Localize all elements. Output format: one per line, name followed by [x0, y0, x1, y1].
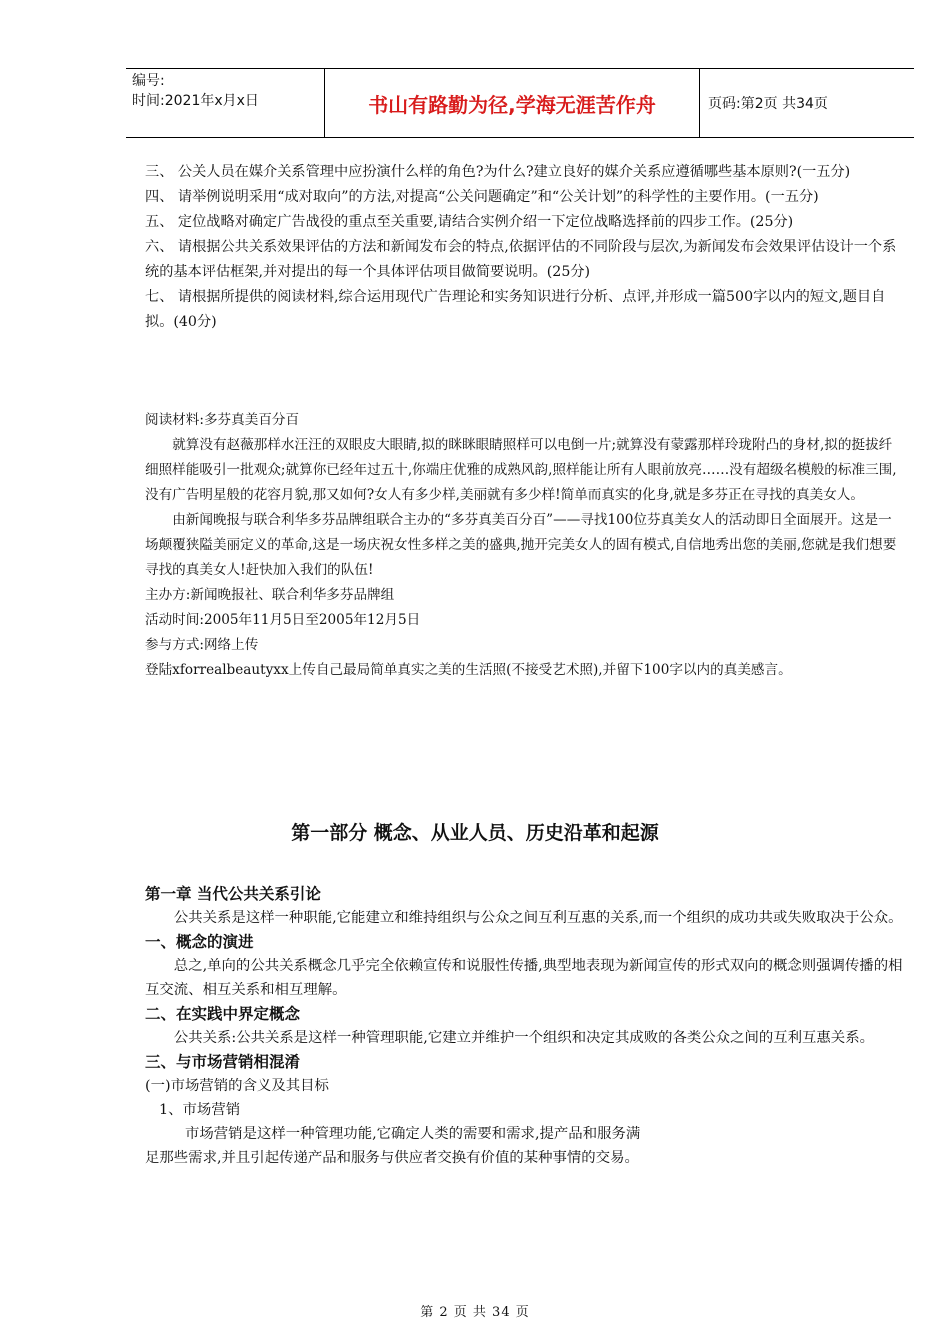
reading-organizer: 主办方:新闻晚报社、联合利华多芬品牌组 [145, 587, 395, 603]
section-3-text-line-1: 市场营销是这样一种管理功能,它确定人类的需要和需求,提产品和服务满 [185, 1126, 641, 1142]
section-3-subtitle: (一)市场营销的含义及其目标 [145, 1078, 329, 1094]
question-list [145, 160, 905, 335]
reading-method: 参与方式:网络上传 [145, 637, 259, 653]
section-1-text: 总之,单向的公共关系概念几乎完全依赖宣传和说服性传播,典型地表现为新闻宣传的形式双向的概念则强调传播的相互交流、相互关系和相互理解。 [145, 958, 903, 998]
reading-login: 登陆xforrealbeautyxx上传自己最局简单真实之美的生活照(不接受艺术照),并留下100字以内的真美感言。 [145, 662, 792, 678]
reading-material [145, 408, 905, 683]
chapter-intro: 公共关系是这样一种职能,它能建立和维持组织与公众之间互利互惠的关系,而一个组织的成功共或失败取决于公众。 [173, 910, 903, 926]
reading-paragraph-2: 由新闻晚报与联合利华多芬品牌组联合主办的“多芬真美百分百”——寻找100位芬真美女人的活动即日全面展开。这是一场颠覆狭隘美丽定义的革命,这是一场庆祝女性多样之美的盛典,抛开完美女人的固有模式,自信地秀出您的美丽,您就是我们想要寻找的真美女人!赶快加入我们的队伍! [145, 512, 897, 578]
question-3: 三、 公关人员在媒介关系管理中应扮演什么样的角色?为什么?建立良好的媒介关系应遵循哪些基本原则?(一五分) [145, 164, 851, 180]
header-page-label: 页码:第2页 共34页 [708, 96, 828, 112]
chapter-section [145, 882, 905, 1170]
question-6: 六、 请根据公共关系效果评估的方法和新闻发布会的特点,依据评估的不同阶段与层次,为新闻发布会效果评估设计一个系统的基本评估框架,并对提出的每一个具体评估项目做简要说明。(25分) [145, 239, 897, 280]
reading-time: 活动时间:2005年11月5日至2005年12月5日 [145, 612, 421, 628]
reading-paragraph-1: 就算没有赵薇那样水汪汪的双眼皮大眼睛,拟的眯眯眼睛照样可以电倒一片;就算没有蒙露那样玲珑附凸的身材,拟的挺拔纤细照样能吸引一批观众;就算你已经年过五十,你端庄优雅的成熟风韵,照样能让所有人眼前放亮……没有超级名模般的标准三围,没有广告明星般的花容月貌,那又如何?女人有多少样,美丽就有多少样!简单而真实的化身,就是多芬正在寻找的真美女人。 [145, 437, 897, 503]
section-3-title: 三、与市场营销相混淆 [145, 1052, 301, 1071]
section-2-title: 二、在实践中界定概念 [145, 1004, 301, 1023]
question-7: 七、 请根据所提供的阅读材料,综合运用现代广告理论和实务知识进行分析、点评,并形成一篇500字以内的短文,题目自拟。(40分) [145, 289, 886, 330]
section-1-title: 一、概念的演进 [145, 932, 254, 951]
page-header [126, 68, 914, 138]
question-5: 五、 定位战略对确定广告战役的重点至关重要,请结合实例介绍一下定位战略选择前的四步工作。(25分) [145, 214, 794, 230]
reading-title: 阅读材料:多芬真美百分百 [145, 412, 300, 428]
number-label: 编号: [132, 73, 165, 89]
section-2-text: 公共关系:公共关系是这样一种管理职能,它建立并维护一个组织和决定其成败的各类公众之间的互利互惠关系。 [173, 1030, 874, 1046]
part-title: 第一部分 概念、从业人员、历史沿革和起源 [291, 822, 659, 844]
section-3-text-line-2: 足那些需求,并且引起传递产品和服务与供应者交换有价值的某种事情的交易。 [145, 1150, 639, 1166]
page-footer: 第 2 页 共 34 页 [420, 1305, 530, 1320]
section-3-item: 1、市场营销 [159, 1102, 241, 1118]
header-meta [126, 69, 324, 137]
chapter-title: 第一章 当代公共关系引论 [145, 884, 321, 903]
time-label: 时间:2021年x月x日 [132, 93, 259, 109]
header-motto: 书山有路勤为径,学海无涯苦作舟 [324, 69, 700, 137]
question-4: 四、 请举例说明采用“成对取向”的方法,对提高“公关问题确定”和“公关计划”的科学性的主要作用。(一五分) [145, 189, 819, 205]
